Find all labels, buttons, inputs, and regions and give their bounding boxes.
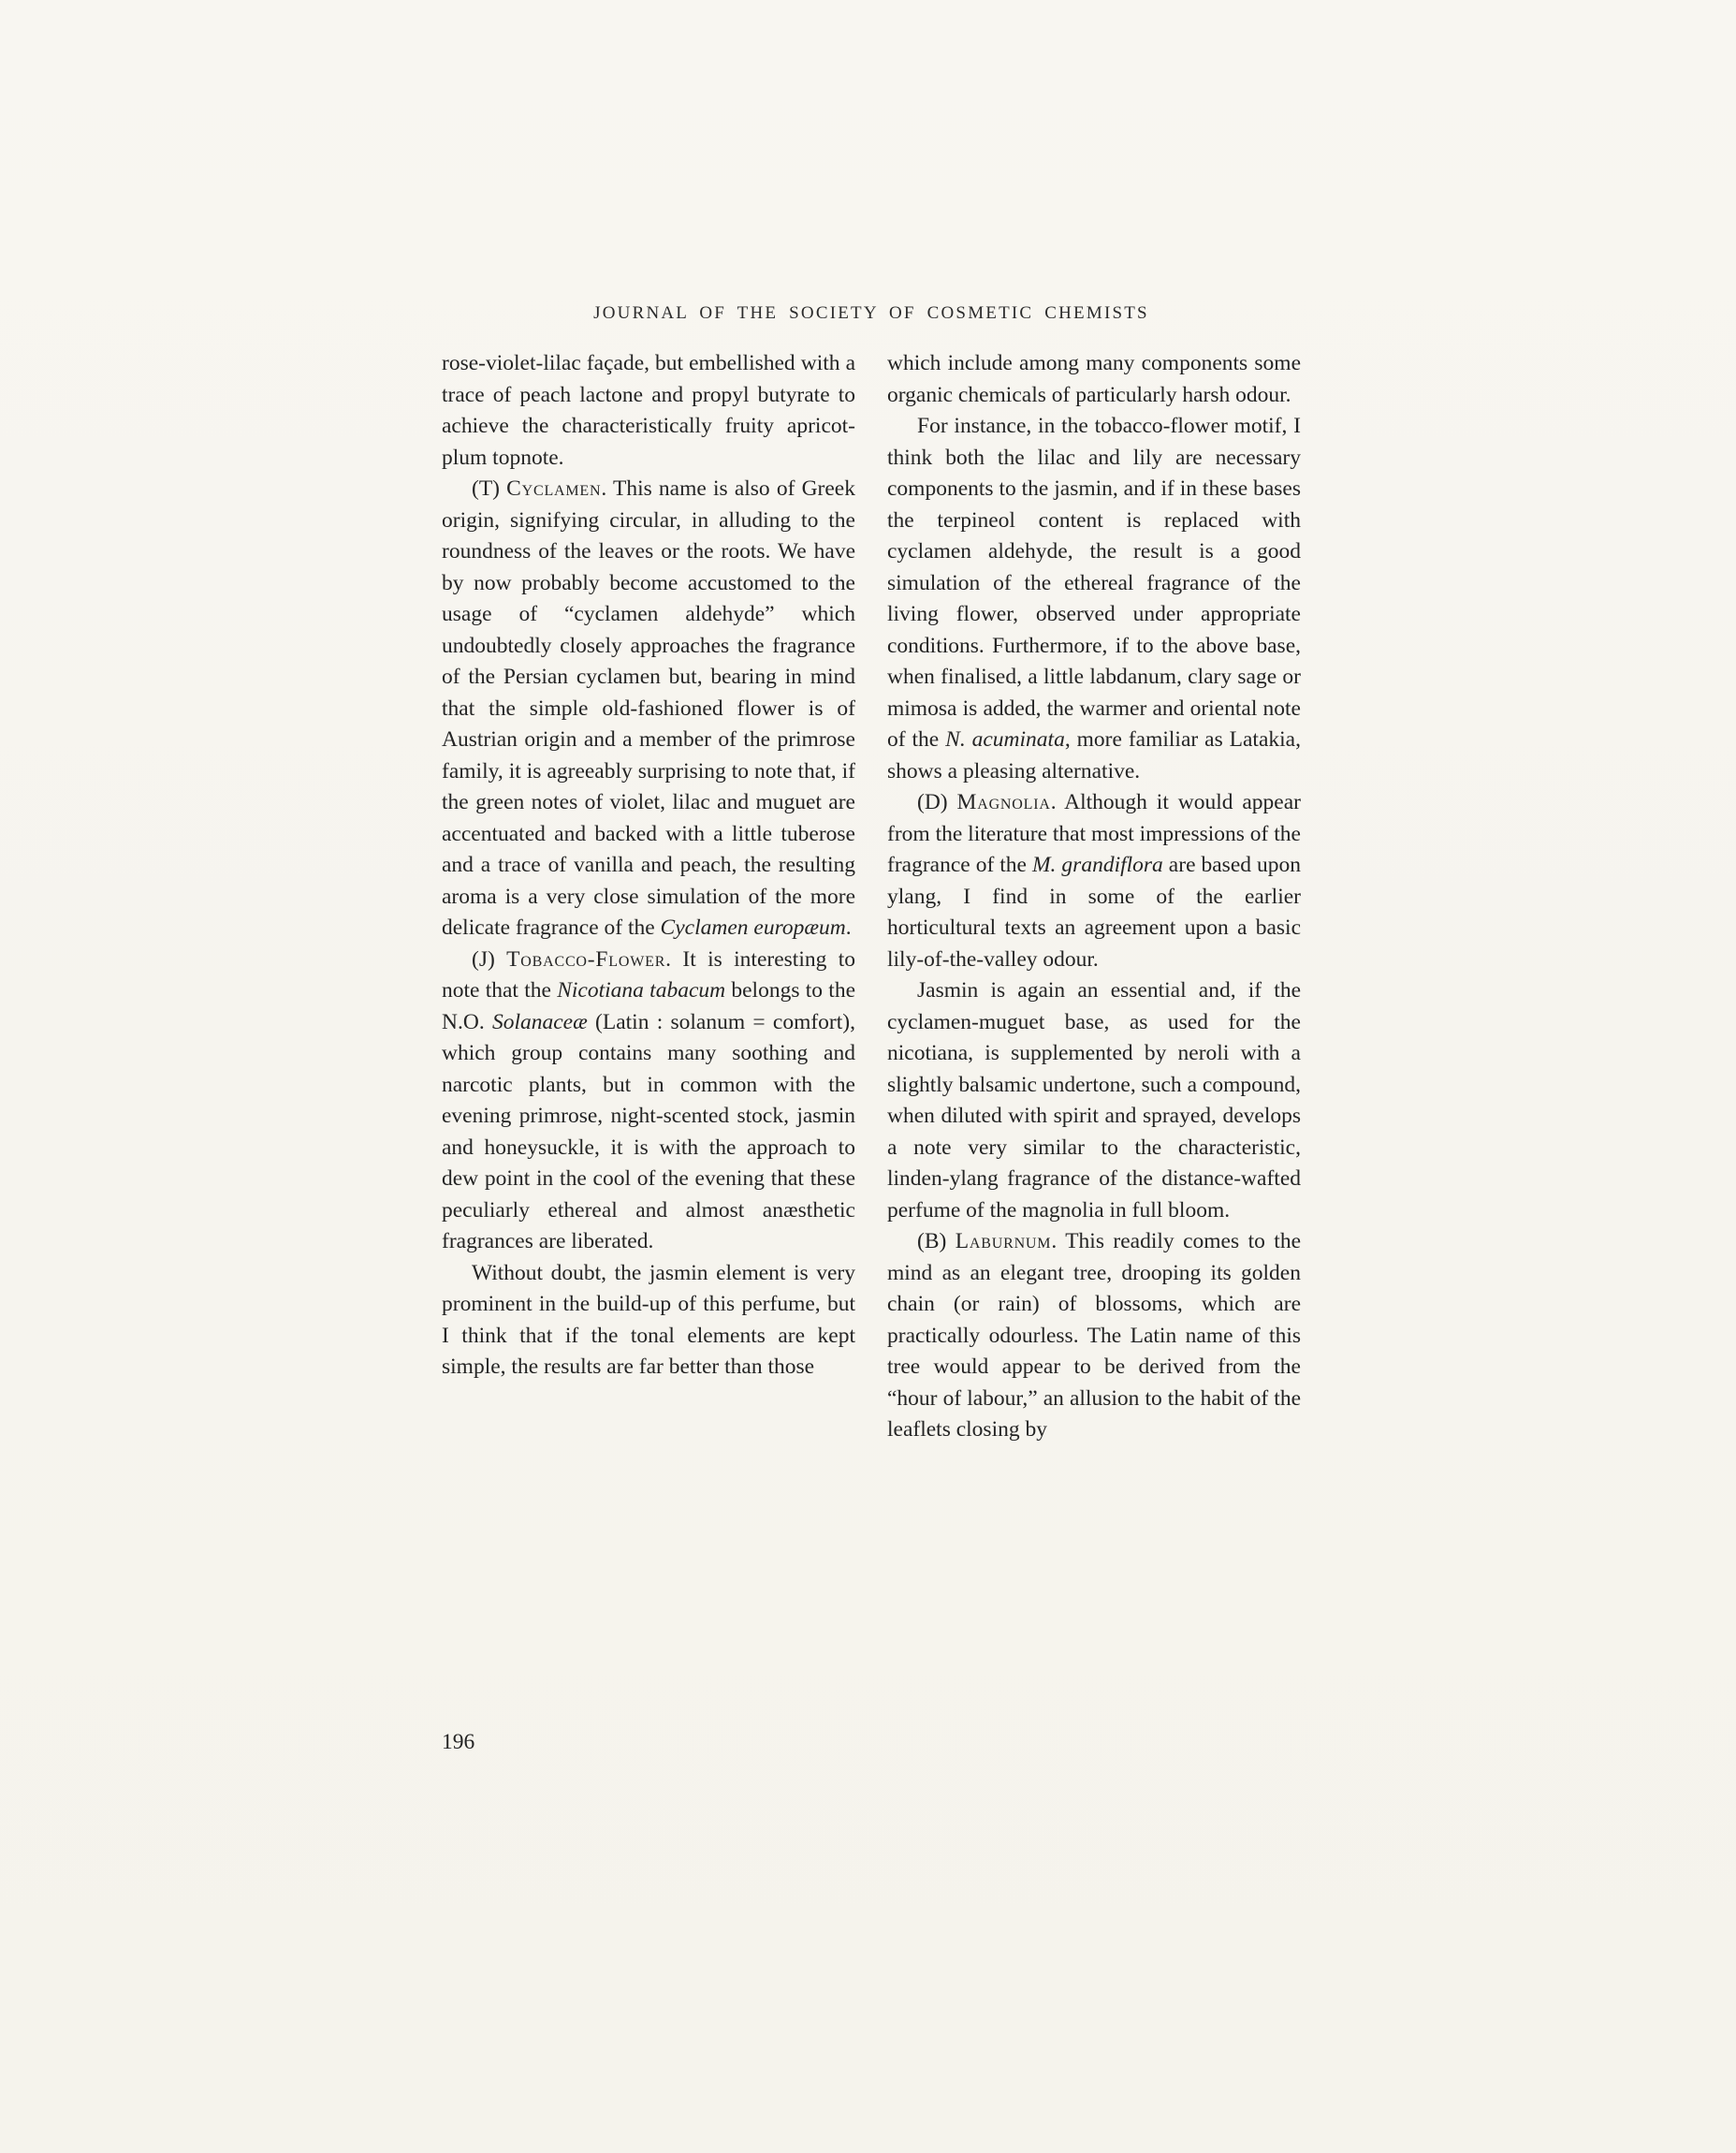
paragraph <box>887 348 1301 411</box>
italic-text: N. acuminata <box>945 727 1065 752</box>
text-run: (T) <box>472 476 507 501</box>
italic-text: M. grandiflora <box>1031 853 1163 877</box>
text-run: . It is interesting to note that the <box>442 946 855 1003</box>
smallcaps-heading: Cyclamen <box>506 476 602 501</box>
paragraph <box>887 1226 1301 1446</box>
paragraph <box>442 945 855 1258</box>
page-number: 196 <box>442 1730 475 1754</box>
text-run: , more familiar as Latakia, shows a pleasing alternative. <box>887 727 1301 784</box>
smallcaps-heading: Tobacco-Flower <box>506 946 666 972</box>
text-run: (B) <box>917 1229 956 1253</box>
text-run: belongs to the N.O. <box>442 978 855 1034</box>
text-run: rose-violet-lilac façade, but embellished with a trace of peach lactone and propyl butyrate to achieve the characteristically fruity apricot-plum topnote. <box>442 351 855 470</box>
text-run: (Latin : solanum = comfort), which group contains many soothing and narcotic plants, but in common with the evening primrose, night-scented stock, jasmin and honeysuckle, it is with the approach to dew point in the cool of the evening that these peculiarly ethereal and almost anæsthetic fragrances are liberated. <box>442 1009 855 1253</box>
text-column-left <box>442 348 855 1446</box>
text-run: (D) <box>917 790 957 814</box>
italic-text: Solanaceæ <box>491 1009 588 1034</box>
paragraph <box>887 975 1301 1226</box>
text-run: which include among many components some organic chemicals of particularly harsh odour. <box>887 351 1301 407</box>
paragraph <box>887 787 1301 975</box>
text-run: . <box>845 915 852 940</box>
paragraph <box>442 348 855 474</box>
italic-text: Cyclamen europæum <box>660 915 846 940</box>
text-run: . Although it would appear from the literature that most impressions of the fragrance of the <box>887 790 1301 877</box>
paragraph <box>887 411 1301 787</box>
text-columns <box>442 348 1301 1446</box>
paragraph <box>442 1258 855 1384</box>
text-run: Without doubt, the jasmin element is very prominent in the build-up of this perfume, but I think that if the tonal elements are kept simple, the results are far better than those <box>442 1260 855 1379</box>
text-run: For instance, in the tobacco-flower motif, I think both the lilac and lily are necessary components to the jasmin, and if in these bases the terpineol content is replaced with cyclamen aldehyde, the result is a good simulation of the ethereal fragrance of the living flower, observed under appropriate conditions. Furthermore, if to the above base, when finalised, a little labdanum, clary sage or mimosa is added, the warmer and oriental note of the <box>887 414 1301 752</box>
text-run: . This readily comes to the mind as an elegant tree, drooping its golden chain (or rain) of blossoms, which are practically odourless. The Latin name of this tree would appear to be derived from the “hour of labour,” an allusion to the habit of the leaflets closing by <box>887 1229 1301 1442</box>
text-run: Jasmin is again an essential and, if the cyclamen-muguet base, as used for the nicotiana, is supplemented by neroli with a slightly balsamic undertone, such a compound, when diluted with spirit and sprayed, develops a note very similar to the characteristic, linden-ylang fragrance of the distance-wafted perfume of the magnolia in full bloom. <box>887 978 1301 1223</box>
journal-title: JOURNAL OF THE SOCIETY OF COSMETIC CHEMISTS <box>593 303 1149 323</box>
smallcaps-heading: Laburnum <box>955 1229 1052 1253</box>
text-column-right <box>887 348 1301 1446</box>
italic-text: Nicotiana tabacum <box>557 978 726 1003</box>
text-run: are based upon ylang, I find in some of the earlier horticultural texts an agreement upon a basic lily-of-the-valley odour. <box>887 853 1301 972</box>
smallcaps-heading: Magnolia <box>956 790 1051 814</box>
paragraph <box>442 474 855 945</box>
text-run: . This name is also of Greek origin, signifying circular, in alluding to the roundness of the leaves or the roots. We have by now probably become accustomed to the usage of “cyclamen aldehyde” which undoubtedly closely approaches the fragrance of the Persian cyclamen but, bearing in mind that the simple old-fashioned flower is of Austrian origin and a member of the primrose family, it is agreeably surprising to note that, if the green notes of violet, lilac and muguet are accentuated and backed with a little tuberose and a trace of vanilla and peach, the resulting aroma is a very close simulation of the more delicate fragrance of the <box>442 476 855 940</box>
text-run: (J) <box>472 946 507 972</box>
